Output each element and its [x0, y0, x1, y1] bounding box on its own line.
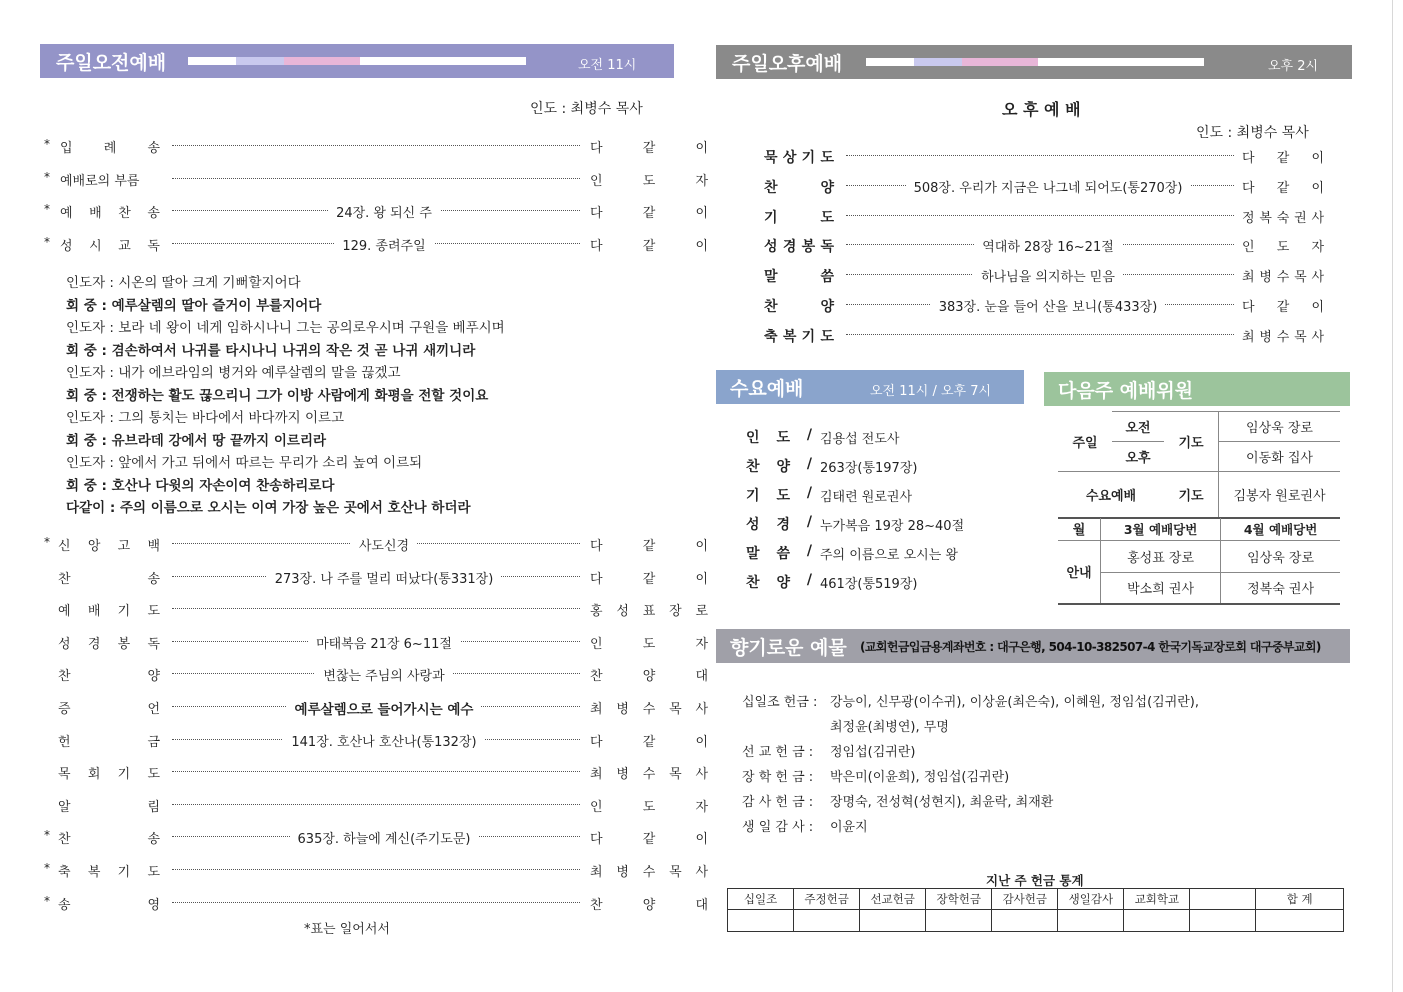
stats-header: 교회학교 [1124, 889, 1190, 910]
reading-speaker: 회 중 [66, 297, 97, 314]
reading-speaker: 인도자 [66, 275, 106, 291]
stats-cell [1058, 910, 1124, 932]
wednesday-service-header [716, 370, 1024, 404]
offering-label: 선 교 헌 금 : [742, 745, 814, 760]
order-row [44, 893, 708, 916]
order-row [764, 207, 1324, 229]
dotted-leader [172, 902, 580, 903]
stats-cell [728, 910, 794, 932]
order-name: 묵 상 기 도 [764, 150, 834, 166]
wed-label: 성 경 / [746, 514, 812, 533]
order-row [764, 236, 1324, 258]
order-detail-text: 635장. 하늘에 계신(주기도문) [290, 832, 479, 847]
order-detail [172, 568, 596, 587]
march-guide-2: 박소희 권사 [1101, 572, 1221, 604]
reading-line [66, 271, 301, 291]
order-detail [172, 235, 596, 254]
order-person: 최 병 수 목 사 [1242, 329, 1324, 345]
reading-line [66, 474, 334, 494]
order-detail-text: 129. 종려주일 [334, 239, 433, 254]
stats-header [1190, 889, 1256, 910]
reading-line [66, 316, 505, 336]
dotted-leader [846, 215, 1234, 216]
order-row [44, 796, 708, 818]
reading-line [66, 339, 475, 359]
offering-line [742, 791, 1053, 810]
wed-label: 찬 양 / [746, 456, 812, 475]
reading-separator: : [105, 500, 120, 516]
reading-separator: : [96, 432, 112, 449]
reading-text: 내가 에브라임의 병거와 예루살렘의 말을 끊겠고 [118, 365, 401, 381]
reading-speaker: 다같이 [66, 500, 106, 516]
order-name: 성 경 봉 독 [58, 636, 160, 652]
order-name: 찬 송 [58, 832, 160, 848]
order-name: 축 복 기 도 [764, 328, 834, 345]
am-label: 오전 [1112, 412, 1164, 442]
order-detail [172, 535, 596, 554]
dotted-leader [846, 155, 1234, 156]
order-row [44, 234, 708, 257]
reading-text: 예루살렘의 딸아 즐거이 부를지어다 [111, 297, 322, 314]
order-person: 다 같 이 [1242, 180, 1324, 196]
offering-names: 최정윤(최병연), 무명 [830, 720, 949, 735]
order-detail [172, 665, 596, 684]
dotted-leader [172, 804, 580, 805]
stats-cell [1124, 910, 1190, 932]
order-name: 성 경 봉 독 [764, 239, 834, 256]
reading-speaker: 인도자 [66, 410, 106, 426]
stats-cell [926, 910, 992, 932]
order-row [44, 861, 708, 883]
order-person: 최 병 수 목 사 [590, 865, 708, 880]
order-person: 홍 성 표 장 로 [590, 604, 708, 620]
order-person: 최 병 수 목 사 [1242, 270, 1324, 286]
order-person: 정 복 숙 권 사 [1242, 210, 1324, 226]
order-person: 다 같 이 [1242, 300, 1324, 315]
stats-header: 감사헌금 [992, 889, 1058, 910]
offering-line [742, 816, 868, 835]
reading-text: 전쟁하는 활도 끊으리니 그가 이방 사람에게 화평을 전할 것이요 [111, 387, 489, 404]
offering-line [742, 766, 1009, 785]
reading-speaker: 인도자 [66, 455, 106, 471]
offering-names: 이윤지 [830, 820, 868, 835]
order-name: 찬 양 [58, 669, 160, 685]
sunday-prayer-label: 기도 [1164, 412, 1219, 472]
dotted-leader [172, 771, 580, 772]
afternoon-leader: 인도 : 최병수 목사 [1196, 125, 1309, 141]
order-person: 인 도 자 [590, 799, 708, 815]
next-week-header [1044, 372, 1350, 406]
order-row [44, 568, 708, 590]
reading-text: 앞에서 가고 뒤에서 따르는 무리가 소리 높여 이르되 [118, 455, 423, 471]
sunday-label: 주일 [1058, 412, 1112, 472]
reading-text: 보라 네 왕이 네게 임하시나니 그는 공의로우시며 구원을 베푸시며 [118, 320, 505, 336]
reading-separator: : [105, 275, 119, 291]
morning-service-header [40, 44, 674, 78]
reading-line [66, 384, 488, 404]
order-row [44, 202, 708, 224]
reading-separator: : [96, 387, 112, 404]
order-detail-text: 사도신경 [351, 539, 417, 554]
reading-speaker: 회 중 [66, 342, 97, 359]
stats-header: 선교헌금 [860, 889, 926, 910]
order-name: 입 례 송 [60, 141, 160, 156]
order-person: 최 병 수 목 사 [590, 702, 708, 717]
order-name: 예배로의 부름 [60, 173, 140, 189]
offering-stats-table [727, 888, 1344, 932]
standing-footnote: *표는 일어서서 [304, 922, 390, 937]
reading-speaker: 인도자 [66, 365, 106, 381]
offering-stats-title: 지난 주 헌금 통계 [986, 873, 1084, 888]
april-guide-1: 임상욱 장로 [1221, 540, 1340, 572]
standing-mark: * [44, 137, 50, 151]
order-person: 다 같 이 [590, 238, 708, 254]
afternoon-service-title: 주일오후예배 [732, 53, 843, 75]
order-person: 찬 양 대 [590, 669, 708, 685]
order-name: 찬 송 [58, 571, 160, 587]
page-fold [1392, 0, 1393, 992]
reading-text: 주의 이름으로 오시는 이여 가장 높은 곳에서 호산나 하더라 [119, 500, 471, 516]
afternoon-subtitle: 오 후 예 배 [1002, 100, 1081, 119]
header-decoration [866, 58, 1204, 66]
reading-separator: : [96, 477, 112, 494]
stats-header: 장학헌금 [926, 889, 992, 910]
offering-label: 생 일 감 사 : [742, 820, 814, 835]
order-name: 찬 양 [764, 179, 834, 196]
stats-cell [794, 910, 860, 932]
am-person: 임상욱 장로 [1219, 412, 1341, 442]
dotted-leader [846, 334, 1234, 335]
wed-label: 기 도 / [746, 485, 812, 504]
offering-line [742, 691, 1199, 710]
order-row [44, 698, 708, 720]
stats-header: 주정헌금 [794, 889, 860, 910]
header-decoration [188, 57, 526, 65]
order-person: 인 도 자 [590, 636, 708, 652]
wed-label: 인 도 / [746, 427, 812, 446]
order-detail [172, 698, 596, 718]
order-detail-text: 141장. 호산나 호산나(통132장) [283, 735, 484, 750]
standing-mark: * [44, 828, 50, 843]
reading-line [66, 451, 422, 471]
pm-label: 오후 [1112, 442, 1164, 472]
order-detail-text: 383장. 눈을 들어 산을 보니(통433장) [931, 300, 1166, 315]
offering-header [716, 629, 1350, 663]
order-name: 증 언 [58, 702, 160, 717]
guide-label: 안내 [1058, 540, 1101, 604]
offering-line [742, 741, 916, 760]
standing-mark: * [44, 893, 50, 908]
order-row [44, 535, 708, 557]
april-header: 4월 예배당번 [1221, 518, 1340, 540]
order-detail-text: 273장. 나 주를 멀리 떠났다(통331장) [267, 572, 502, 587]
order-row [44, 828, 708, 850]
wednesday-service-title: 수요예배 [730, 378, 804, 400]
order-person: 다 같 이 [590, 141, 708, 156]
order-row [764, 326, 1324, 348]
standing-mark: * [44, 234, 50, 249]
march-header: 3월 예배당번 [1101, 518, 1221, 540]
morning-service-title: 주일오전예배 [56, 52, 167, 74]
reading-text: 겸손하여서 나귀를 타시나니 나귀의 작은 것 곧 나귀 새끼니라 [111, 342, 476, 359]
reading-line [66, 496, 471, 516]
reading-separator: : [96, 342, 112, 359]
order-name: 헌 금 [58, 734, 160, 750]
order-detail-text: 예루살렘으로 들어가시는 예수 [287, 702, 482, 718]
reading-speaker: 회 중 [66, 477, 97, 494]
order-row [44, 600, 708, 622]
offering-title: 향기로운 예물 [730, 637, 847, 659]
wed-label: 찬 양 / [746, 572, 812, 591]
order-row [44, 763, 708, 785]
offering-label: 장 학 헌 금 : [742, 770, 814, 785]
next-week-table [1058, 411, 1340, 519]
order-person: 다 같 이 [590, 539, 708, 554]
wed-value: 누가복음 19장 28~40절 [820, 519, 965, 534]
order-name: 목 회 기 도 [58, 767, 160, 783]
standing-mark: * [44, 202, 50, 216]
order-detail [846, 296, 1250, 315]
order-detail [846, 266, 1250, 285]
reading-text: 그의 통치는 바다에서 바다까지 이르고 [118, 410, 345, 426]
wed-value: 461장(통519장) [820, 577, 918, 592]
pm-person: 이동화 집사 [1219, 442, 1341, 472]
order-detail [172, 731, 596, 750]
stats-header: 합 계 [1256, 889, 1344, 910]
reading-line [66, 429, 326, 449]
offering-names: 강능이, 신무광(이수귀), 이상윤(최은숙), 이혜원, 정임섭(김귀란), [830, 695, 1200, 710]
next-week-title: 다음주 예배위원 [1058, 380, 1194, 402]
month-label: 월 [1058, 518, 1101, 540]
standing-mark: * [44, 861, 50, 875]
wed-label: 말 씀 / [746, 543, 812, 562]
order-person: 최 병 수 목 사 [590, 767, 708, 783]
order-person: 다 같 이 [590, 206, 708, 221]
stats-header: 십일조 [728, 889, 794, 910]
wed-value: 김태련 원로권사 [820, 490, 913, 505]
wed-label: 수요예배 [1058, 472, 1164, 518]
order-detail [846, 236, 1250, 255]
order-person: 찬 양 대 [590, 897, 708, 913]
order-row [44, 633, 708, 655]
order-detail [172, 633, 596, 652]
order-person: 인 도 자 [1242, 240, 1324, 256]
wed-value: 주의 이름으로 오시는 왕 [820, 548, 958, 563]
offering-names: 박은미(이윤희), 정임섭(김귀란) [830, 770, 1010, 785]
stats-cell [992, 910, 1058, 932]
order-row [44, 665, 708, 687]
order-row [44, 731, 708, 753]
morning-service-time: 오전 11시 [578, 58, 637, 73]
morning-leader: 인도 : 최병수 목사 [530, 101, 643, 117]
order-name: 말 씀 [764, 269, 834, 286]
stats-cell [860, 910, 926, 932]
afternoon-service-time: 오후 2시 [1268, 59, 1319, 74]
reading-separator: : [96, 297, 112, 314]
wednesday-service-time: 오전 11시 / 오후 7시 [870, 384, 992, 399]
wed-prayer-label: 기도 [1164, 472, 1219, 518]
reading-speaker: 회 중 [66, 432, 97, 449]
dotted-leader [172, 608, 580, 609]
order-name: 알 림 [58, 799, 160, 815]
april-guide-2: 정복숙 권사 [1221, 572, 1340, 604]
reading-separator: : [105, 455, 119, 471]
order-name: 기 도 [764, 209, 834, 226]
offering-names: 정임섭(김귀란) [830, 745, 916, 760]
order-person: 인 도 자 [590, 173, 708, 189]
order-name: 예 배 찬 송 [60, 206, 160, 221]
reading-separator: : [105, 410, 119, 426]
reading-speaker: 인도자 [66, 320, 106, 336]
reading-speaker: 회 중 [66, 387, 97, 404]
order-row [44, 137, 708, 159]
monthly-guide-table [1058, 518, 1340, 605]
order-detail-text: 마태복음 21장 6~11절 [308, 637, 460, 652]
order-person: 다 같 이 [590, 832, 708, 848]
wed-value: 263장(통197장) [820, 461, 918, 476]
order-name: 찬 양 [764, 299, 834, 315]
reading-line [66, 294, 321, 314]
order-name: 송 영 [58, 897, 160, 913]
stats-cell [1256, 910, 1344, 932]
order-detail-text: 역대하 28장 16~21절 [974, 240, 1122, 255]
order-name: 성 시 교 독 [60, 238, 160, 254]
dotted-leader [172, 145, 580, 146]
order-name: 축 복 기 도 [58, 865, 160, 880]
order-name: 예 배 기 도 [58, 604, 160, 620]
reading-text: 유브라데 강에서 땅 끝까지 이르리라 [111, 432, 327, 449]
order-row [44, 169, 708, 192]
order-row [764, 147, 1324, 169]
order-detail-text: 하나님을 의지하는 믿음 [973, 270, 1123, 285]
offering-line [742, 716, 949, 735]
order-detail [172, 828, 596, 847]
order-person: 다 같 이 [590, 571, 708, 587]
order-detail [846, 177, 1250, 196]
reading-text: 호산나 다윗의 자손이여 찬송하리로다 [111, 477, 335, 494]
wed-value: 김용섭 전도사 [820, 432, 900, 447]
offering-label: 십일조 헌금 : [742, 695, 818, 710]
offering-label: 감 사 헌 금 : [742, 795, 814, 810]
reading-line [66, 361, 401, 381]
order-person: 다 같 이 [1242, 151, 1324, 166]
order-detail-text: 24장. 왕 되신 주 [328, 206, 440, 221]
order-row [764, 266, 1324, 288]
reading-text: 시온의 딸아 크게 기뻐할지어다 [118, 275, 301, 291]
order-person: 다 같 이 [590, 734, 708, 750]
standing-mark: * [44, 169, 50, 184]
order-detail-text: 변찮는 주님의 사랑과 [315, 669, 452, 684]
stats-cell [1190, 910, 1256, 932]
reading-separator: : [105, 365, 119, 381]
offering-account: (교회헌금입금용계좌번호 : 대구은행, 504-10-382507-4 한국기독교장로회 대구중부교회) [860, 640, 1321, 654]
order-row [764, 296, 1324, 318]
march-guide-1: 홍성표 장로 [1101, 540, 1221, 572]
reading-line [66, 406, 344, 426]
stats-header: 생일감사 [1058, 889, 1124, 910]
order-row [764, 177, 1324, 199]
dotted-leader [172, 178, 580, 179]
order-detail [172, 202, 596, 221]
reading-separator: : [105, 320, 119, 336]
offering-names: 장명숙, 전성혁(성현지), 최윤락, 최재환 [830, 795, 1054, 810]
wed-person: 김봉자 원로권사 [1219, 472, 1341, 518]
order-name: 신 앙 고 백 [58, 539, 160, 554]
standing-mark: * [44, 535, 50, 549]
dotted-leader [172, 869, 580, 870]
afternoon-service-header [716, 45, 1352, 79]
order-detail-text: 508장. 우리가 지금은 나그네 되어도(통270장) [906, 181, 1191, 196]
